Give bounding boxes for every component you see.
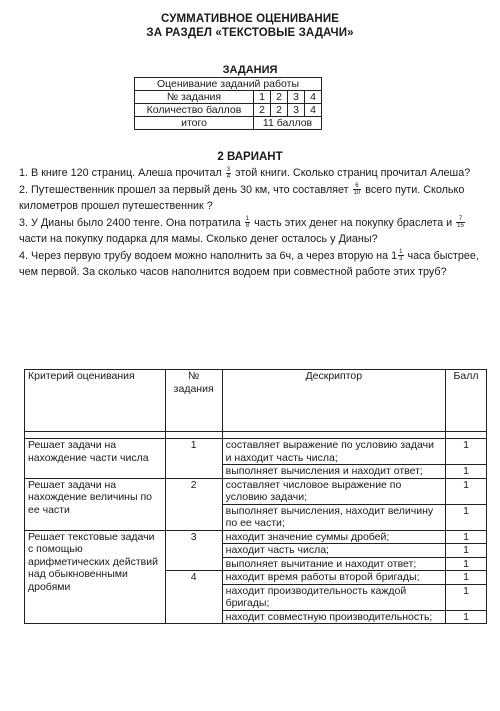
descriptor-cell: составляет числовое выражение по условию задачи; [222, 478, 445, 504]
task-4-text: 4. Через первую трубу водоем можно наполнить за 6ч, а через вторую на [19, 249, 389, 262]
title-line-1: СУММАТИВНОЕ ОЦЕНИВАНИЕ [161, 13, 339, 25]
ball-cell: 1 [446, 530, 487, 544]
summary-cell: 2 [254, 104, 271, 117]
ball-cell: 1 [446, 465, 487, 479]
fraction-denominator: 4 [226, 173, 231, 180]
fraction-numerator: 1 [399, 249, 403, 256]
task-number-cell: 4 [165, 571, 222, 624]
fraction-numerator: 3 [226, 166, 231, 173]
section-heading-zadaniya: ЗАДАНИЯ [222, 64, 278, 76]
summary-cell: 2 [271, 91, 288, 104]
ball-cell: 1 [446, 571, 487, 585]
fraction-denominator: 10 [353, 190, 361, 197]
summary-cell: 4 [305, 104, 322, 117]
task-1-text-cont: этой книги. Сколько страниц прочитал Алеша? [235, 167, 471, 179]
summary-cell: 1 [254, 91, 271, 104]
document-header [0, 12, 500, 40]
task-3-text-end: части на покупку подарка для мамы. Сколько денег осталось у Дианы? [19, 233, 378, 245]
summary-cell: 4 [305, 91, 322, 104]
descriptor-cell: составляет выражение по условию задачи и находит часть числа; [222, 439, 445, 465]
table-row [25, 439, 487, 465]
descriptor-cell: выполняет вычисления и находит ответ; [222, 465, 445, 479]
descriptor-cell: находит совместную производительность; [222, 610, 445, 624]
task-4 [19, 248, 487, 281]
summary-table [134, 77, 322, 130]
table-spacer-row [25, 432, 487, 439]
descriptor-cell: находит время работы второй бригады; [222, 571, 445, 585]
task-1 [19, 165, 487, 182]
task-number-cell: 2 [165, 478, 222, 530]
fraction [226, 167, 231, 180]
fraction-numerator: 1 [245, 216, 250, 223]
table-row [25, 530, 487, 544]
mixed-number-whole: 1 [391, 249, 398, 262]
fraction-denominator: 3 [399, 256, 403, 263]
criterion-cell: Решает текстовые задачи с помощью арифметических действий над обыкновенными дробями [25, 530, 166, 624]
descriptor-cell: находит часть числа; [222, 544, 445, 558]
ball-cell: 1 [446, 504, 487, 530]
task-number-cell: 1 [165, 439, 222, 479]
task-list [19, 165, 487, 281]
criterion-cell: Решает задачи на нахождение части числа [25, 439, 166, 479]
task-number-label: № задания [135, 91, 254, 104]
criterion-cell: Решает задачи на нахождение величины по ее части [25, 478, 166, 530]
task-3-text-cont: часть этих денег на покупку браслета и [254, 216, 453, 229]
ball-cell: 1 [446, 544, 487, 558]
task-number-cell: 3 [165, 530, 222, 571]
total-value: 11 баллов [254, 117, 322, 130]
total-label: итого [135, 117, 254, 130]
summary-cell: 2 [271, 104, 288, 117]
header-ball: Балл [446, 370, 487, 432]
ball-cell: 1 [446, 610, 487, 624]
task-2-text-cont: всего пути. Сколько километров прошел путешественник ? [19, 183, 465, 212]
task-3 [19, 215, 487, 248]
task-1-text: 1. В книге 120 страниц. Алеша прочитал [19, 167, 222, 179]
descriptor-cell: выполняет вычитание и находит ответ; [222, 557, 445, 571]
fraction-denominator: 8 [245, 223, 250, 230]
header-criterion: Критерий оценивания [25, 370, 166, 432]
fraction-numerator: 7 [456, 216, 465, 223]
summary-cell: 3 [288, 104, 305, 117]
table-row [25, 478, 487, 504]
header-task-number: № задания [165, 370, 222, 432]
ball-cell: 1 [446, 557, 487, 571]
descriptor-cell: выполняет вычисления, находит величину по ее части; [222, 504, 445, 530]
fraction-numerator: 6 [353, 183, 362, 190]
summary-cell: 3 [288, 91, 305, 104]
ball-cell: 1 [446, 439, 487, 465]
fraction [398, 249, 403, 262]
criteria-table [24, 369, 487, 624]
fraction [456, 216, 465, 229]
criteria-header-row [25, 370, 487, 432]
variant-heading: 2 ВАРИАНТ [217, 151, 283, 163]
task-4-text-cont: часа быстрее, чем первой. За сколько часов наполнится водоем при совместной работе этих труб? [19, 249, 479, 278]
ball-cell: 1 [446, 584, 487, 610]
task-2 [19, 182, 487, 215]
header-descriptor: Дескриптор [222, 370, 445, 432]
fraction [245, 216, 250, 229]
task-2-text: 2. Путешественник прошел за первый день 30 км, что составляет [19, 183, 349, 196]
descriptor-cell: находит производительность каждой бригады; [222, 584, 445, 610]
summary-caption: Оценивание заданий работы [135, 78, 322, 91]
fraction [353, 183, 362, 196]
ball-cell: 1 [446, 478, 487, 504]
descriptor-cell: находит значение суммы дробей; [222, 530, 445, 544]
fraction-denominator: 15 [457, 223, 464, 230]
title-line-2: ЗА РАЗДЕЛ «ТЕКСТОВЫЕ ЗАДАЧИ» [146, 27, 354, 39]
points-label: Количество баллов [135, 104, 254, 117]
task-3-text: 3. У Дианы было 2400 тенге. Она потратила [19, 216, 241, 229]
